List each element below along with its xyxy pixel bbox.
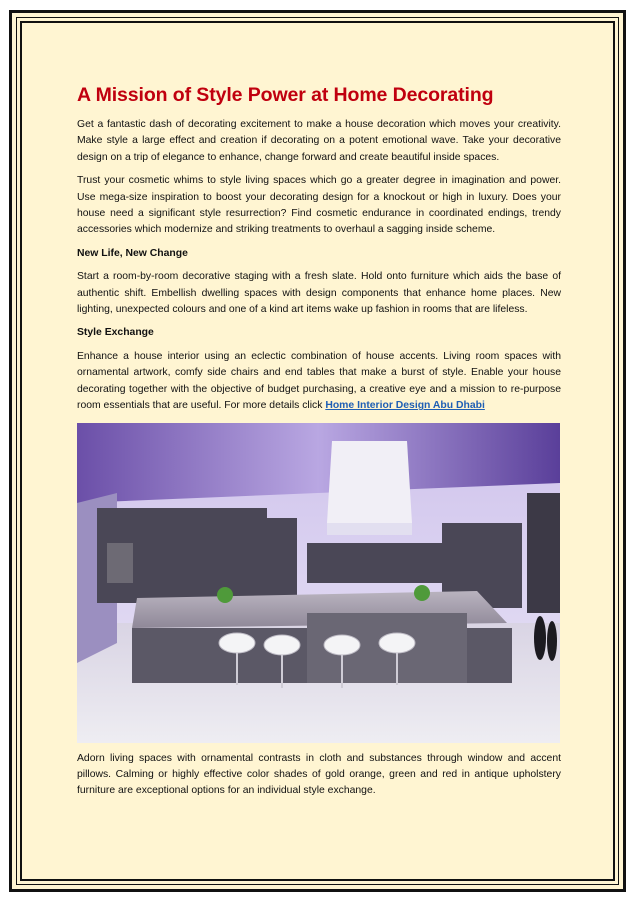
paragraph-house-accents-text: Enhance a house interior using an eclectic combination of house accents. Living room spaces with ornamental artwork, comfy side chairs and end tables that make a burst of style. Enable your house decorating together with the objective of budget purchasing, a creative eye and a mission to re-purpose room essentials that are useful. For more details click	[77, 350, 561, 412]
paragraph-house-accents	[77, 349, 561, 415]
paragraph-adorn: Adorn living spaces with ornamental contrasts in cloth and substances through window and accent pillows. Calming or highly effective color shades of gold orange, green and red in antique upholstery furniture are exceptional options for an individual style exchange.	[77, 752, 561, 797]
paragraph-trust: Trust your cosmetic whims to style living spaces which go a greater degree in imagination and power. Use mega-size inspiration to boost your decorating design for a knockout or high in luxury. Does your house need a significant style resurrection? Find cosmetic endurance in coordinated endings, trendy accessories which modernize and striking treatments to overhaul a sagging inside scheme.	[77, 175, 561, 236]
home-interior-link[interactable]: Home Interior Design Abu Dhabi	[325, 400, 485, 412]
heading-new-life: New Life, New Change	[77, 247, 188, 259]
page-title: A Mission of Style Power at Home Decorating	[77, 84, 494, 106]
document-body	[77, 83, 561, 807]
heading-style-exchange: Style Exchange	[77, 327, 154, 339]
kitchen-photo	[77, 423, 560, 743]
paragraph-room-staging: Start a room-by-room decorative staging with a fresh slate. Hold onto furniture which aids the base of authentic shift. Embellish dwelling spaces with design components that enhance home places. New lighting, unexpected colours and one of a kind art items wake up fashion in rooms that are lifeless.	[77, 271, 561, 316]
paragraph-intro: Get a fantastic dash of decorating excitement to make a house decoration which moves your creativity. Make style a large effect and creation if decorating on a potent emotional wave. Take your decorative design on a trip of elegance to enhance, change forward and create beautiful inside spaces.	[77, 119, 561, 163]
